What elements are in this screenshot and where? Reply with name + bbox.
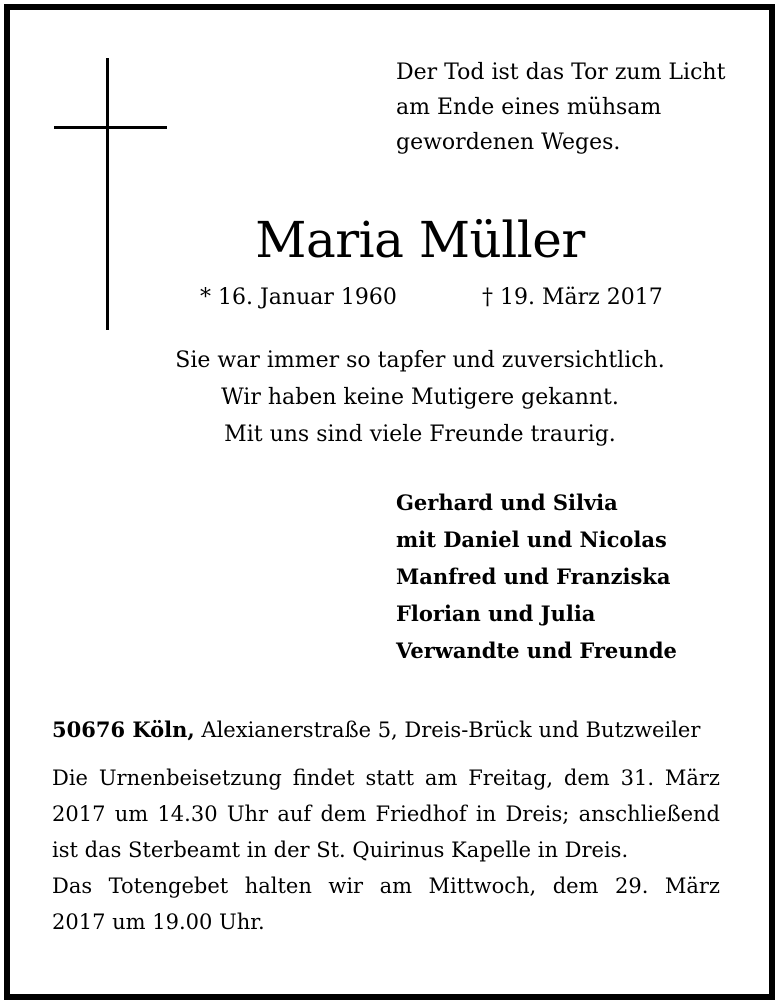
- tribute-text: [0, 342, 775, 453]
- cross-horizontal-bar: [54, 126, 167, 129]
- mourner-line: Florian und Julia: [396, 601, 596, 626]
- mourner-line: Gerhard und Silvia: [396, 490, 618, 515]
- cross-vertical-bar: [106, 58, 109, 330]
- tribute-line: Wir haben keine Mutigere gekannt.: [221, 385, 619, 410]
- address-street: Alexianerstraße 5, Dreis-Brück und Butzweiler: [194, 718, 701, 742]
- service-line: ist das Sterbeamt in der St. Quirinus Kapelle in Dreis.: [52, 838, 629, 862]
- quote-line: Der Tod ist das Tor zum Licht: [396, 60, 726, 85]
- address-line: [52, 714, 700, 746]
- epigraph-quote: [396, 55, 725, 160]
- tribute-line: Sie war immer so tapfer und zuversichtlich.: [175, 348, 665, 373]
- service-line: Die Urnenbeisetzung findet statt am Freitag, dem 31. März: [52, 766, 720, 790]
- mourner-line: Verwandte und Freunde: [396, 638, 677, 663]
- quote-line: gewordenen Weges.: [396, 130, 621, 155]
- address-city: 50676 Köln,: [52, 717, 195, 742]
- quote-line: am Ende eines mühsam: [396, 95, 662, 120]
- service-line: Das Totengebet halten wir am Mittwoch, dem 29. März: [52, 874, 720, 898]
- service-details: [52, 760, 720, 940]
- tribute-line: Mit uns sind viele Freunde traurig.: [224, 422, 616, 447]
- birth-date: * 16. Januar 1960: [200, 285, 397, 310]
- service-line: 2017 um 19.00 Uhr.: [52, 910, 265, 934]
- mourners-list: [396, 484, 677, 669]
- deceased-name: Maria Müller: [255, 211, 585, 269]
- mourner-line: Manfred und Franziska: [396, 564, 671, 589]
- mourner-line: mit Daniel und Nicolas: [396, 527, 667, 552]
- death-date: † 19. März 2017: [482, 285, 663, 310]
- service-line: 2017 um 14.30 Uhr auf dem Friedhof in Dreis; anschließend: [52, 802, 720, 826]
